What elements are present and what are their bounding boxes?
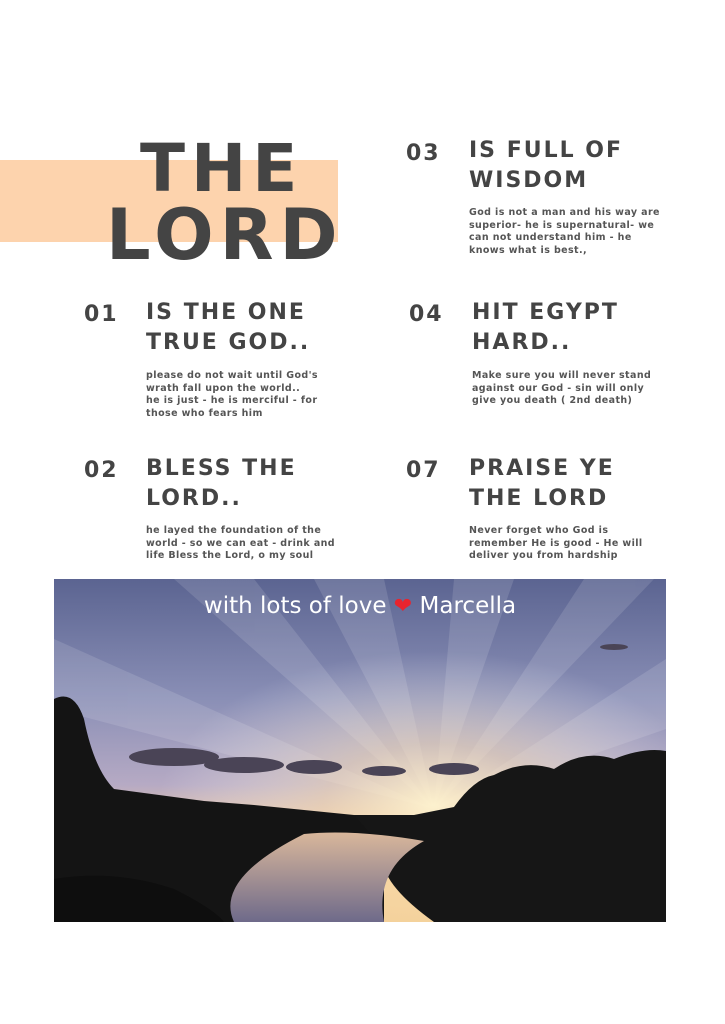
title-line-2: LORD [106, 194, 344, 276]
section-heading-03: IS FULL OF WISDOM [469, 138, 624, 193]
section-number-03: 03 [406, 141, 441, 166]
section-body-03: God is not a man and his way are superior- he is supernatural- we can not understand him - he knows what is best., [469, 207, 660, 256]
photo-caption [54, 593, 666, 619]
section-heading-04: HIT EGYPT HARD.. [472, 300, 619, 355]
sunset-photo [54, 579, 666, 922]
heart-icon: ❤ [393, 594, 413, 619]
section-body-01: please do not wait until God's wrath fall upon the world.. he is just - he is merciful - for those who fears him [146, 370, 318, 419]
title-line-1: THE [140, 130, 304, 207]
sunset-landscape-illustration [54, 579, 666, 922]
section-number-02: 02 [84, 458, 119, 483]
section-heading-02: BLESS THE LORD.. [146, 456, 297, 511]
section-number-01: 01 [84, 302, 119, 327]
section-body-07: Never forget who God is remember He is good - He will deliver you from hardship [469, 525, 643, 561]
section-heading-01: IS THE ONE TRUE GOD.. [146, 300, 311, 355]
section-number-07: 07 [406, 458, 441, 483]
caption-text-right: Marcella [419, 593, 517, 619]
section-heading-07: PRAISE YE THE LORD [469, 456, 615, 511]
section-body-04: Make sure you will never stand against our God - sin will only give you death ( 2nd death) [472, 370, 652, 406]
section-number-04: 04 [409, 302, 444, 327]
section-body-02: he layed the foundation of the world - so we can eat - drink and life Bless the Lord, o my soul [146, 525, 335, 561]
caption-text-left: with lots of love [203, 593, 387, 619]
